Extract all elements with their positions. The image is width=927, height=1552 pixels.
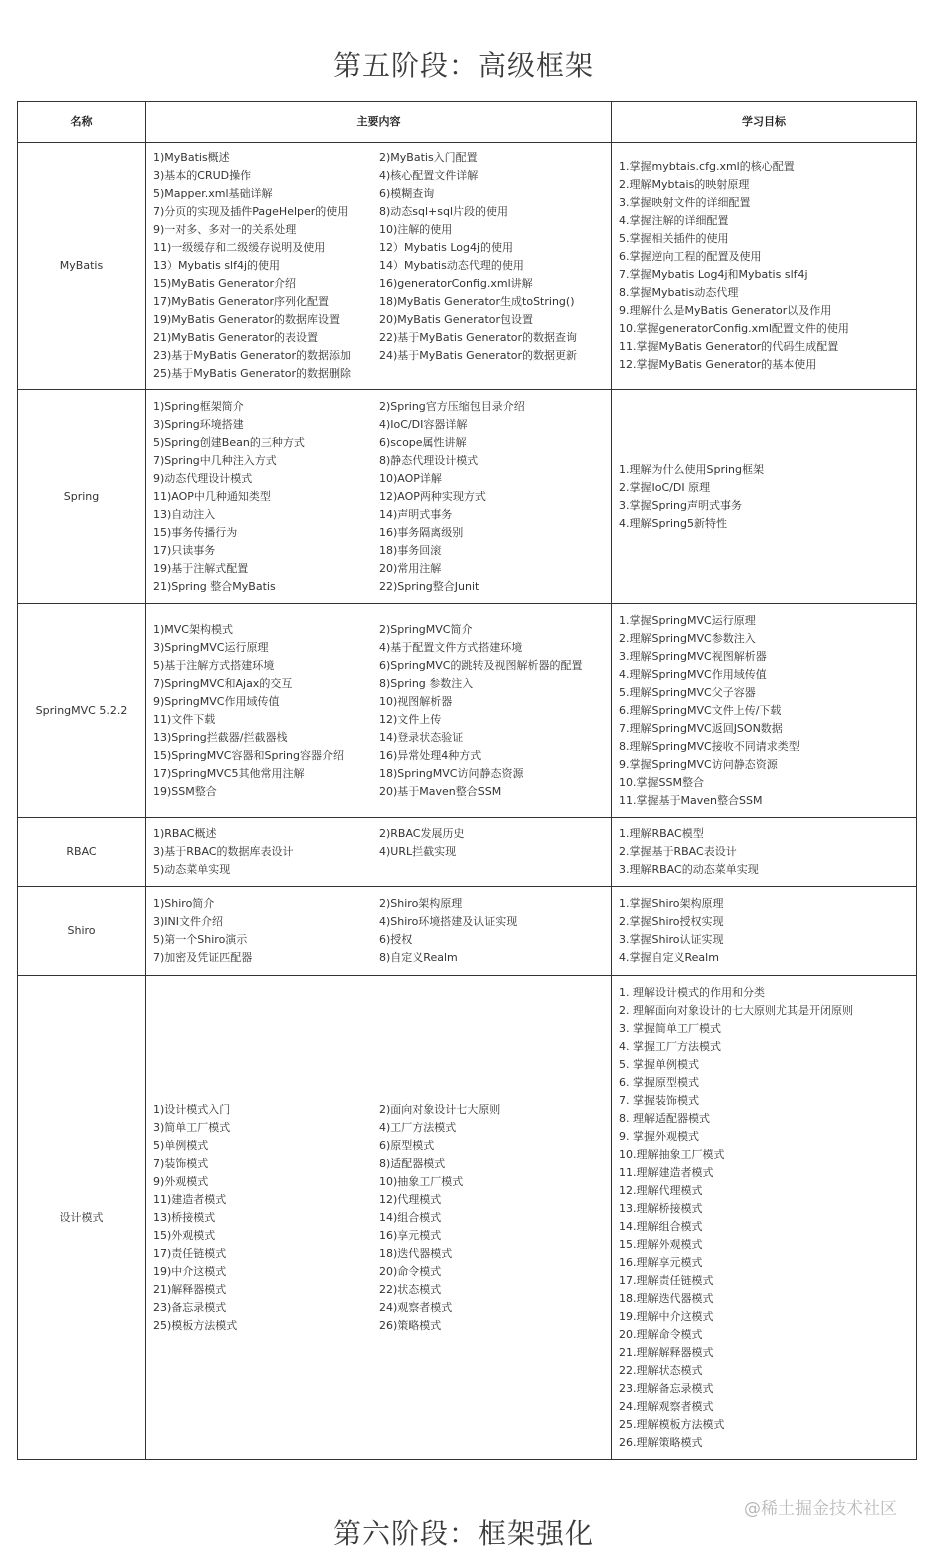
content-item: 13)桥接模式 [153, 1210, 216, 1224]
content-item: 14)登录状态验证 [379, 730, 464, 744]
content-item: 22)状态模式 [379, 1282, 442, 1296]
main-content-cell [146, 390, 612, 604]
goal-item: 3.理解SpringMVC视图解析器 [619, 649, 767, 663]
section-title: 第五阶段：高级框架 [332, 49, 594, 82]
table-row [18, 143, 917, 390]
content-item: 10)注解的使用 [379, 223, 453, 236]
goal-item: 1.理解RBAC模型 [619, 827, 704, 840]
content-item: 16)异常处理4种方式 [379, 748, 482, 762]
content-column-right [379, 621, 605, 801]
content-item: 5)单例模式 [153, 1138, 209, 1152]
content-item: 3)INI文件介绍 [153, 915, 224, 928]
goal-item: 3. 掌握简单工厂模式 [619, 1021, 721, 1035]
curriculum-table [17, 101, 917, 1460]
goal-item: 1.掌握SpringMVC运行原理 [619, 613, 756, 627]
content-item: 1)MyBatis概述 [153, 151, 230, 164]
learning-goals-cell [612, 976, 917, 1460]
content-item: 18)事务回滚 [379, 543, 442, 557]
content-item: 2)面向对象设计七大原则 [379, 1102, 501, 1116]
goal-item: 6. 掌握原型模式 [619, 1075, 699, 1089]
content-item: 16)享元模式 [379, 1228, 442, 1242]
content-item: 6)授权 [379, 933, 413, 946]
content-item: 1)RBAC概述 [153, 827, 217, 840]
content-item: 15)事务传播行为 [153, 525, 238, 539]
next-section-title: 第六阶段：框架强化 [332, 1517, 594, 1550]
goal-item: 9.掌握SpringMVC访问静态资源 [619, 757, 778, 771]
goal-item: 1.掌握mybtais.cfg.xml的核心配置 [619, 160, 795, 173]
content-item: 14）Mybatis动态代理的使用 [379, 259, 524, 272]
content-item: 5)Spring创建Bean的三种方式 [153, 435, 305, 449]
content-column-right [379, 398, 605, 596]
content-item: 3)简单工厂模式 [153, 1120, 231, 1134]
table-row [18, 887, 917, 976]
content-item: 17)MyBatis Generator序列化配置 [153, 295, 330, 308]
content-item: 8)动态sql+sql片段的使用 [379, 205, 509, 218]
goal-item: 2.理解Mybtais的映射原理 [619, 178, 750, 191]
content-item: 18)MyBatis Generator生成toString() [379, 295, 575, 308]
content-item: 20)基于Maven整合SSM [379, 784, 502, 798]
content-item: 3)Spring环境搭建 [153, 417, 244, 431]
goal-item: 24.理解观察者模式 [619, 1399, 714, 1413]
goal-item: 23.理解备忘录模式 [619, 1381, 714, 1395]
content-item: 26)策略模式 [379, 1318, 442, 1332]
content-item: 1)Spring框架简介 [153, 399, 244, 413]
goal-item: 9. 掌握外观模式 [619, 1129, 699, 1143]
goal-item: 11.理解建造者模式 [619, 1165, 714, 1179]
content-item: 1)MVC架构模式 [153, 622, 233, 636]
goal-item: 9.理解什么是MyBatis Generator以及作用 [619, 304, 832, 317]
content-item: 6)scope属性讲解 [379, 435, 467, 449]
content-item: 11)建造者模式 [153, 1192, 227, 1206]
watermark: @稀土掘金技术社区 [744, 1499, 897, 1519]
content-item: 10)AOP详解 [379, 471, 442, 485]
content-item: 3)SpringMVC运行原理 [153, 640, 269, 654]
content-item: 21)MyBatis Generator的表设置 [153, 331, 319, 344]
content-item: 17)责任链模式 [153, 1246, 227, 1260]
content-item: 15)外观模式 [153, 1228, 216, 1242]
goal-item: 2.掌握IoC/DI 原理 [619, 480, 711, 494]
content-item: 9)SpringMVC作用域传值 [153, 694, 280, 708]
content-item: 7)装饰模式 [153, 1156, 209, 1170]
content-column-right [379, 895, 605, 967]
goal-item: 7. 掌握装饰模式 [619, 1093, 699, 1107]
content-item: 2)Spring官方压缩包目录介绍 [379, 399, 525, 413]
content-item: 21)解释器模式 [153, 1282, 227, 1296]
content-item: 13）Mybatis slf4j的使用 [153, 259, 281, 272]
goal-item: 13.理解桥接模式 [619, 1201, 703, 1215]
content-item: 8)自定义Realm [379, 951, 458, 964]
learning-goals-cell [612, 143, 917, 390]
content-item: 4)工厂方法模式 [379, 1120, 457, 1134]
content-item: 9)一对多、多对一的关系处理 [153, 223, 297, 236]
content-item: 22)Spring整合Junit [379, 579, 480, 593]
content-column-right [379, 825, 605, 879]
content-item: 13)Spring拦截器/拦截器栈 [153, 730, 288, 744]
table-row [18, 976, 917, 1460]
table-header-row [18, 102, 917, 143]
content-item: 9)动态代理设计模式 [153, 471, 253, 485]
content-item: 25)基于MyBatis Generator的数据删除 [153, 367, 352, 380]
content-item: 4)IoC/DI容器详解 [379, 417, 468, 431]
goal-item: 2.理解SpringMVC参数注入 [619, 631, 756, 645]
learning-goals-cell [612, 818, 917, 887]
content-item: 24)观察者模式 [379, 1300, 453, 1314]
header-main-content: 主要内容 [146, 102, 612, 143]
topic-name: RBAC [18, 818, 146, 887]
content-item: 2)SpringMVC简介 [379, 622, 473, 636]
content-item: 6)SpringMVC的跳转及视图解析器的配置 [379, 658, 583, 672]
goal-item: 19.理解中介这模式 [619, 1309, 714, 1323]
goal-item: 10.掌握generatorConfig.xml配置文件的使用 [619, 322, 849, 335]
content-item: 4)URL拦截实现 [379, 845, 457, 858]
goal-item: 21.理解解释器模式 [619, 1345, 714, 1359]
content-item: 7)加密及凭证匹配器 [153, 951, 253, 964]
content-item: 12)AOP两种实现方式 [379, 489, 486, 503]
content-item: 1)设计模式入门 [153, 1102, 231, 1116]
goal-item: 15.理解外观模式 [619, 1237, 703, 1251]
content-item: 4)基于配置文件方式搭建环境 [379, 640, 523, 654]
table-row [18, 818, 917, 887]
goal-item: 18.理解迭代器模式 [619, 1291, 714, 1305]
content-item: 21)Spring 整合MyBatis [153, 579, 276, 593]
main-content-cell [146, 604, 612, 818]
content-item: 6)模糊查询 [379, 187, 435, 200]
header-learning-goals: 学习目标 [612, 102, 917, 143]
goal-item: 4.理解Spring5新特性 [619, 516, 727, 530]
content-item: 13)自动注入 [153, 507, 216, 521]
goal-item: 7.理解SpringMVC返回JSON数据 [619, 721, 783, 735]
content-item: 24)基于MyBatis Generator的数据更新 [379, 349, 578, 362]
content-item: 25)模板方法模式 [153, 1318, 238, 1332]
content-column-left [153, 149, 379, 383]
topic-name: Shiro [18, 887, 146, 976]
content-item: 7)Spring中几种注入方式 [153, 453, 277, 467]
goal-item: 10.掌握SSM整合 [619, 775, 704, 789]
goal-item: 8.掌握Mybatis动态代理 [619, 286, 739, 299]
goal-item: 4.理解SpringMVC作用域传值 [619, 667, 767, 681]
goal-item: 2.掌握Shiro授权实现 [619, 915, 724, 928]
header-name: 名称 [18, 102, 146, 143]
main-content-cell [146, 887, 612, 976]
content-item: 19)基于注解式配置 [153, 561, 249, 575]
goal-item: 26.理解策略模式 [619, 1435, 703, 1449]
goal-item: 6.掌握逆向工程的配置及使用 [619, 250, 762, 263]
content-column-left [153, 621, 379, 801]
main-content-cell [146, 976, 612, 1460]
goal-item: 4. 掌握工厂方法模式 [619, 1039, 721, 1053]
content-item: 12)文件上传 [379, 712, 442, 726]
goal-item: 25.理解模板方法模式 [619, 1417, 725, 1431]
content-item: 17)SpringMVC5其他常用注解 [153, 766, 305, 780]
content-item: 18)SpringMVC访问静态资源 [379, 766, 524, 780]
topic-name: Spring [18, 390, 146, 604]
content-column-left [153, 1101, 379, 1335]
goal-item: 3.掌握Shiro认证实现 [619, 933, 724, 946]
content-item: 4)Shiro环境搭建及认证实现 [379, 915, 518, 928]
learning-goals-cell [612, 604, 917, 818]
content-item: 8)适配器模式 [379, 1156, 446, 1170]
goal-item: 3.掌握Spring声明式事务 [619, 498, 742, 512]
goal-item: 20.理解命令模式 [619, 1327, 703, 1341]
content-item: 11)文件下载 [153, 712, 216, 726]
content-item: 16)generatorConfig.xml讲解 [379, 277, 533, 290]
content-item: 5)Mapper.xml基础详解 [153, 187, 273, 200]
goal-item: 1. 理解设计模式的作用和分类 [619, 985, 765, 999]
content-item: 5)第一个Shiro演示 [153, 933, 248, 946]
content-item: 22)基于MyBatis Generator的数据查询 [379, 331, 578, 344]
goal-item: 11.掌握基于Maven整合SSM [619, 793, 763, 807]
content-item: 20)常用注解 [379, 561, 442, 575]
content-item: 18)迭代器模式 [379, 1246, 453, 1260]
goal-item: 12.理解代理模式 [619, 1183, 703, 1197]
content-item: 19)MyBatis Generator的数据库设置 [153, 313, 341, 326]
content-item: 8)Spring 参数注入 [379, 676, 474, 690]
goal-item: 6.理解SpringMVC文件上传/下载 [619, 703, 782, 717]
content-item: 19)中介这模式 [153, 1264, 227, 1278]
goal-item: 2. 理解面向对象设计的七大原则尤其是开闭原则 [619, 1003, 853, 1017]
learning-goals-cell [612, 390, 917, 604]
content-item: 15)MyBatis Generator介绍 [153, 277, 297, 290]
content-item: 20)MyBatis Generator包设置 [379, 313, 534, 326]
content-item: 7)SpringMVC和Ajax的交互 [153, 676, 293, 690]
goal-item: 7.掌握Mybatis Log4j和Mybatis slf4j [619, 268, 808, 281]
topic-name: MyBatis [18, 143, 146, 390]
goal-item: 4.掌握自定义Realm [619, 951, 719, 964]
content-item: 3)基本的CRUD操作 [153, 169, 252, 182]
goal-item: 2.掌握基于RBAC表设计 [619, 845, 737, 858]
content-item: 9)外观模式 [153, 1174, 209, 1188]
goal-item: 5. 掌握单例模式 [619, 1057, 699, 1071]
content-item: 14)声明式事务 [379, 507, 453, 521]
goal-item: 11.掌握MyBatis Generator的代码生成配置 [619, 340, 839, 353]
content-item: 5)基于注解方式搭建环境 [153, 658, 275, 672]
topic-name: 设计模式 [18, 976, 146, 1460]
content-item: 2)Shiro架构原理 [379, 897, 463, 910]
goal-item: 14.理解组合模式 [619, 1219, 703, 1233]
table-row [18, 604, 917, 818]
content-item: 23)基于MyBatis Generator的数据添加 [153, 349, 352, 362]
goal-item: 1.掌握Shiro架构原理 [619, 897, 724, 910]
content-item: 1)Shiro简介 [153, 897, 215, 910]
content-item: 23)备忘录模式 [153, 1300, 227, 1314]
topic-name: SpringMVC 5.2.2 [18, 604, 146, 818]
content-item: 10)抽象工厂模式 [379, 1174, 464, 1188]
content-item: 6)原型模式 [379, 1138, 435, 1152]
content-item: 10)视图解析器 [379, 694, 453, 708]
goal-item: 5.掌握相关插件的使用 [619, 232, 729, 245]
goal-item: 10.理解抽象工厂模式 [619, 1147, 725, 1161]
content-item: 14)组合模式 [379, 1210, 442, 1224]
main-content-cell [146, 143, 612, 390]
main-content-cell [146, 818, 612, 887]
content-item: 16)事务隔离级别 [379, 525, 464, 539]
goal-item: 16.理解享元模式 [619, 1255, 703, 1269]
goal-item: 1.理解为什么使用Spring框架 [619, 462, 764, 476]
goal-item: 3.掌握映射文件的详细配置 [619, 196, 751, 209]
content-item: 12)代理模式 [379, 1192, 442, 1206]
content-item: 2)RBAC发展历史 [379, 827, 465, 840]
goal-item: 4.掌握注解的详细配置 [619, 214, 729, 227]
learning-goals-cell [612, 887, 917, 976]
content-item: 8)静态代理设计模式 [379, 453, 479, 467]
content-column-right [379, 1101, 605, 1335]
content-item: 5)动态菜单实现 [153, 863, 231, 876]
content-column-right [379, 149, 605, 383]
goal-item: 22.理解状态模式 [619, 1363, 703, 1377]
goal-item: 8.理解SpringMVC接收不同请求类型 [619, 739, 800, 753]
content-item: 3)基于RBAC的数据库表设计 [153, 845, 294, 858]
content-column-left [153, 825, 379, 879]
content-item: 7)分页的实现及插件PageHelper的使用 [153, 205, 349, 218]
content-item: 15)SpringMVC容器和Spring容器介绍 [153, 748, 344, 762]
goal-item: 5.理解SpringMVC父子容器 [619, 685, 756, 699]
goal-item: 17.理解责任链模式 [619, 1273, 714, 1287]
table-row [18, 390, 917, 604]
content-item: 2)MyBatis入门配置 [379, 151, 478, 164]
goal-item: 8. 理解适配器模式 [619, 1111, 710, 1125]
content-item: 4)核心配置文件详解 [379, 169, 479, 182]
content-item: 11)AOP中几种通知类型 [153, 489, 271, 503]
content-column-left [153, 398, 379, 596]
content-item: 19)SSM整合 [153, 784, 217, 798]
content-item: 17)只读事务 [153, 543, 216, 557]
goal-item: 3.理解RBAC的动态菜单实现 [619, 863, 759, 876]
goal-item: 12.掌握MyBatis Generator的基本使用 [619, 358, 817, 371]
content-item: 11)一级缓存和二级缓存说明及使用 [153, 241, 326, 254]
content-item: 12）Mybatis Log4j的使用 [379, 241, 514, 254]
content-column-left [153, 895, 379, 967]
content-item: 20)命令模式 [379, 1264, 442, 1278]
